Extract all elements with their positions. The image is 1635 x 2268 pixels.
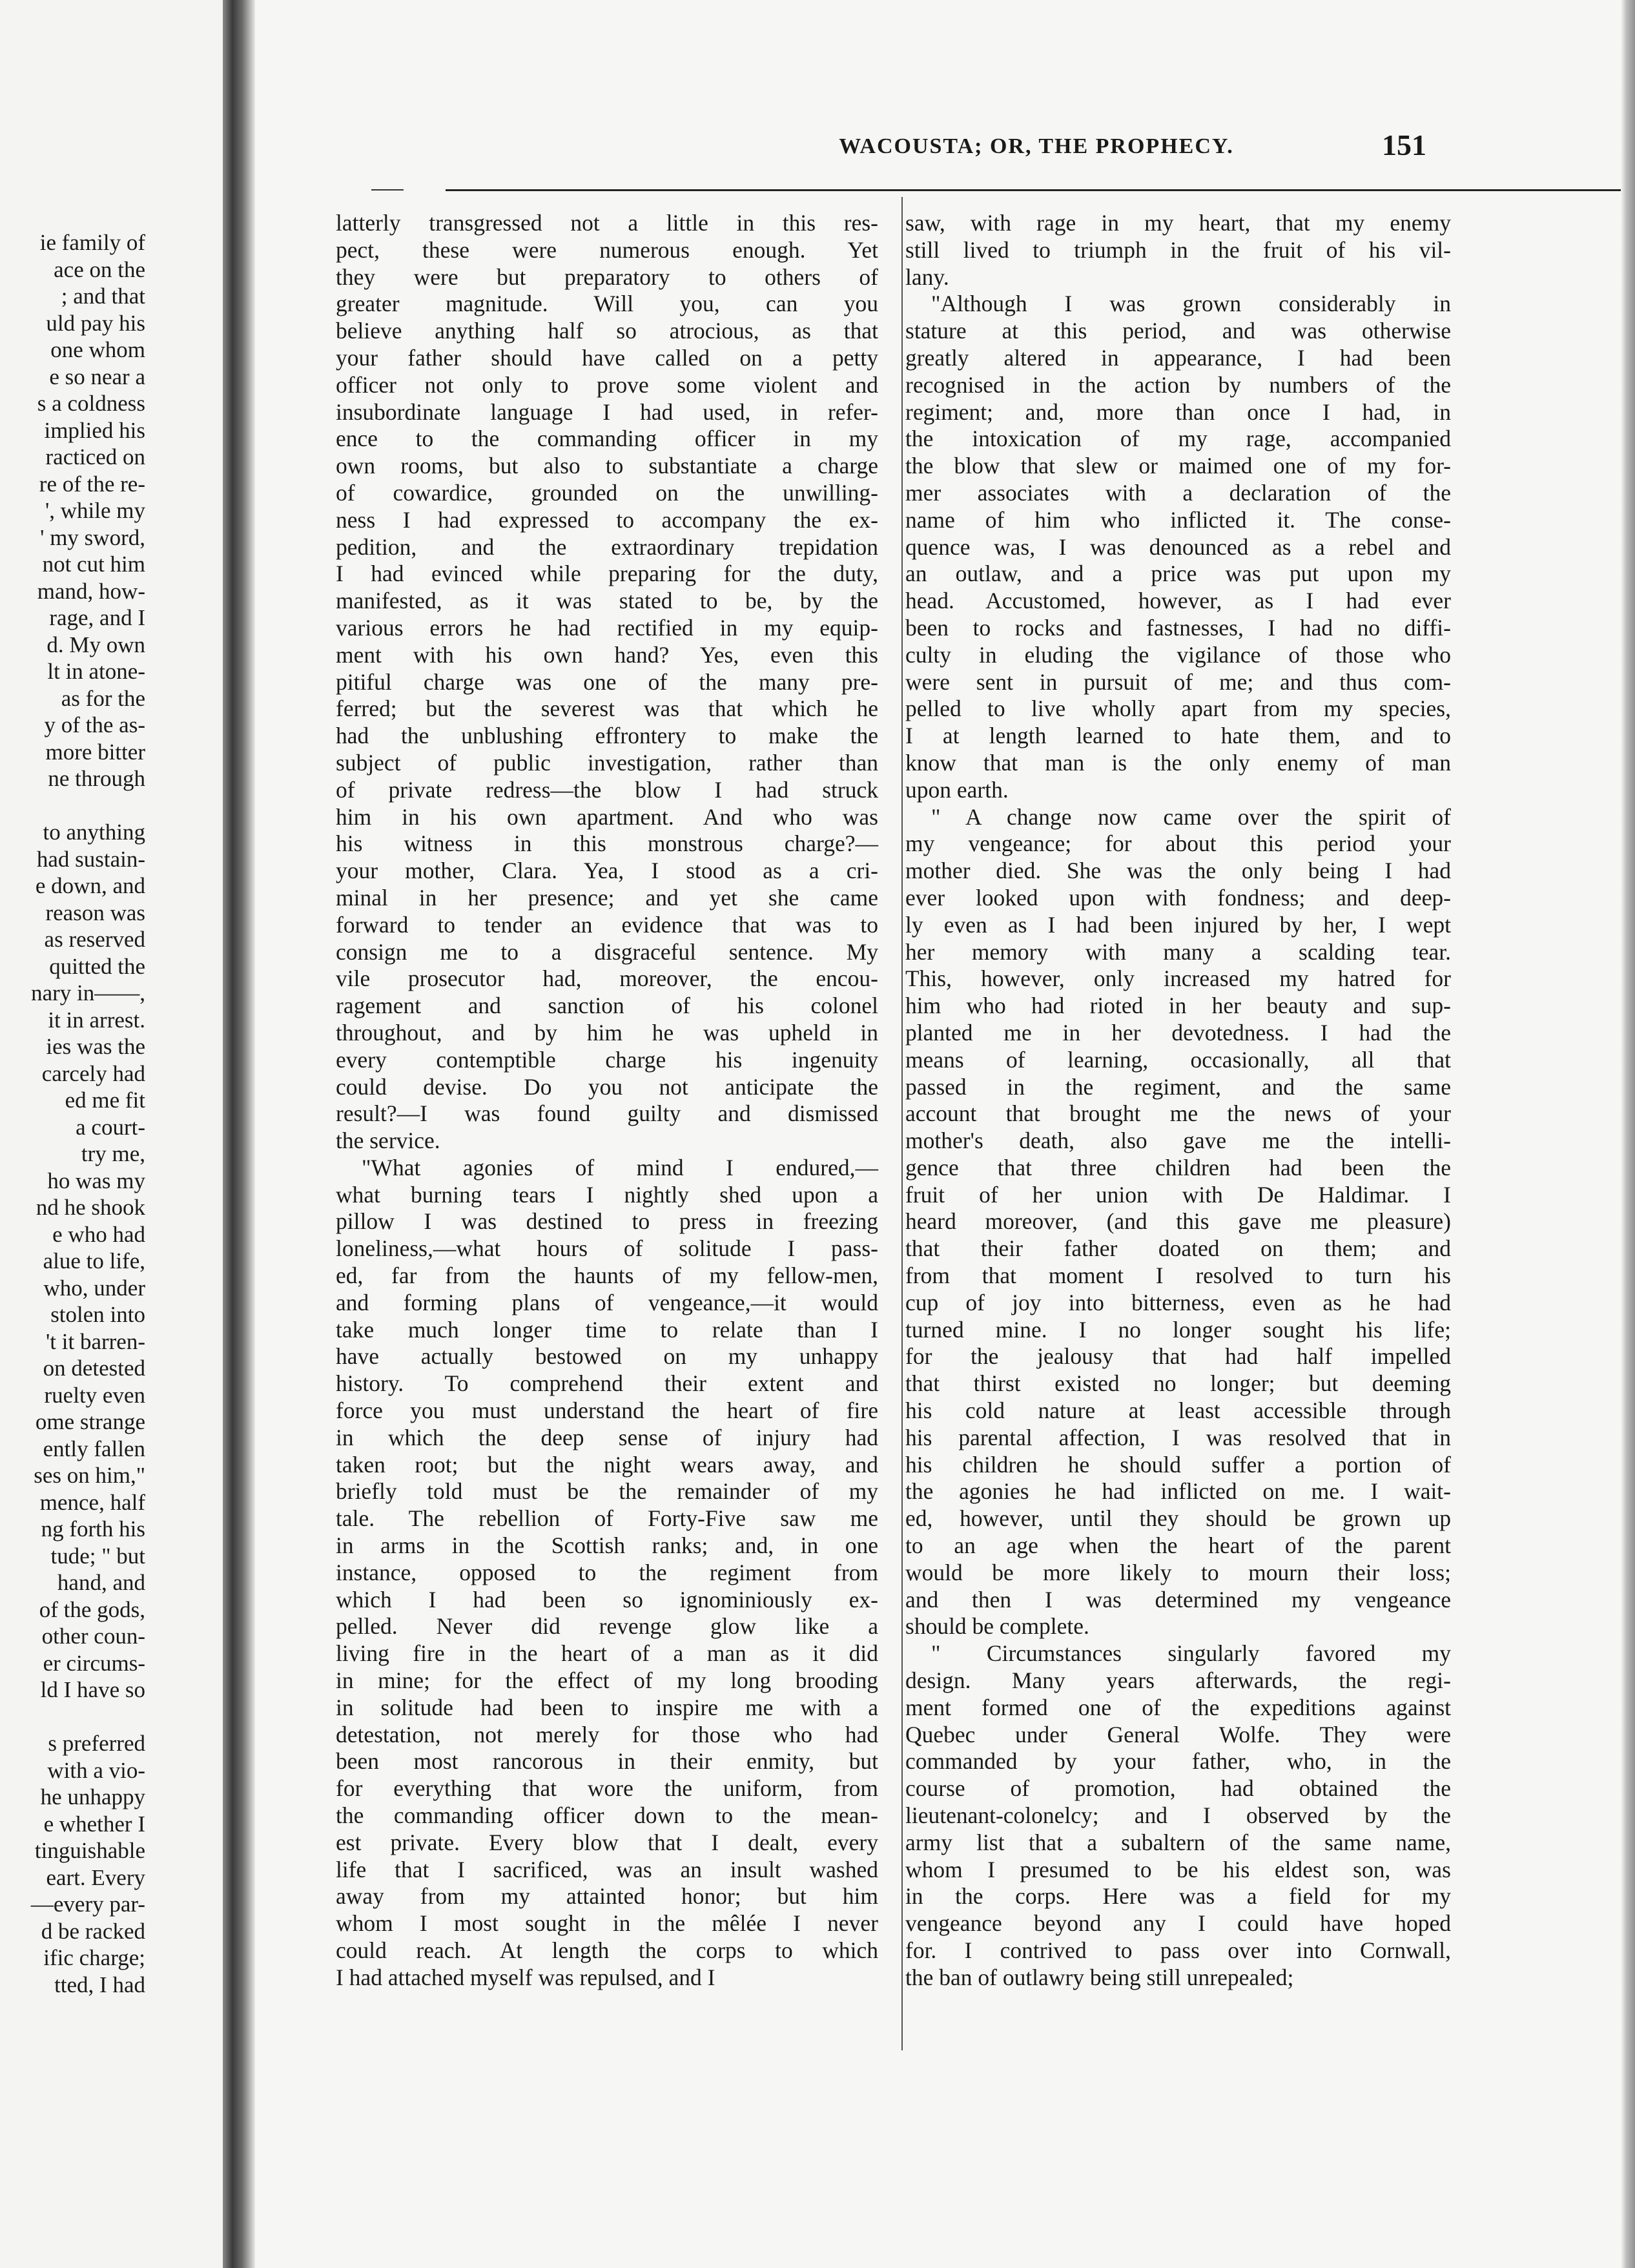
fragment-line: ; and that bbox=[61, 284, 145, 309]
fragment-line: one whom bbox=[50, 337, 145, 362]
text-line: mother's death, also gave me the intelli- bbox=[905, 1128, 1451, 1154]
fragment-line: tinguishable bbox=[34, 1838, 145, 1863]
fragment-line: carcely had bbox=[41, 1060, 145, 1086]
fragment-line: implied his bbox=[44, 417, 145, 443]
text-line: commanded by your father, who, in the bbox=[905, 1748, 1451, 1775]
text-line: " A change now came over the spirit of bbox=[931, 803, 1451, 830]
text-line: loneliness,—what hours of solitude I pass- bbox=[336, 1235, 878, 1262]
fragment-line: ses on him," bbox=[34, 1463, 145, 1488]
facing-page-text-fragments bbox=[0, 229, 145, 1998]
text-line: had the unblushing effrontery to make the bbox=[336, 723, 878, 749]
text-line: pect, these were numerous enough. Yet bbox=[336, 236, 878, 263]
text-line: his cold nature at least accessible through bbox=[905, 1397, 1451, 1424]
text-line: mer associates with a declaration of the bbox=[905, 479, 1451, 506]
text-line: your father should have called on a petty bbox=[336, 344, 878, 371]
text-line: what burning tears I nightly shed upon a bbox=[336, 1181, 878, 1208]
text-line: would be more likely to mourn their loss; bbox=[905, 1559, 1451, 1585]
text-line: course of promotion, had obtained the bbox=[905, 1775, 1451, 1802]
text-line: ragement and sanction of his colonel bbox=[336, 993, 878, 1019]
fragment-line: with a vio- bbox=[47, 1757, 145, 1783]
text-line: manifested, as it was stated to be, by the bbox=[336, 588, 878, 614]
text-line: This, however, only increased my hatred for bbox=[905, 965, 1451, 992]
text-line: been to rocks and fastnesses, I had no diffi- bbox=[905, 614, 1451, 641]
fragment-line: reason was bbox=[45, 900, 145, 925]
text-line: planted me in her devotedness. I had the bbox=[905, 1019, 1451, 1046]
text-line: pedition, and the extraordinary trepidation bbox=[336, 533, 878, 560]
text-line: my vengeance; for about this period your bbox=[905, 830, 1451, 857]
text-line: "Although I was grown considerably in bbox=[931, 291, 1451, 317]
text-line: were sent in pursuit of me; and thus com- bbox=[905, 668, 1451, 695]
text-column-1 bbox=[336, 210, 878, 1992]
text-line: detestation, not merely for those who had bbox=[336, 1721, 878, 1747]
text-line: " Circumstances singularly favored my bbox=[931, 1640, 1451, 1667]
text-line: heard moreover, (and this gave me pleasure) bbox=[905, 1208, 1451, 1235]
fragment-line: re of the re- bbox=[39, 471, 145, 497]
fragment-line: racticed on bbox=[45, 444, 145, 469]
text-line: of private redress—the blow I had struck bbox=[336, 776, 878, 803]
fragment-line: e whether I bbox=[43, 1811, 145, 1837]
text-line: taken root; but the night wears away, and bbox=[336, 1451, 878, 1478]
text-line: latterly transgressed not a little in this res- bbox=[336, 210, 878, 236]
text-line: believe anything half so atrocious, as that bbox=[336, 318, 878, 344]
text-line: gence that three children had been the bbox=[905, 1154, 1451, 1180]
fragment-line: ne through bbox=[48, 766, 145, 791]
fragment-line: d be racked bbox=[41, 1918, 145, 1944]
column-divider bbox=[901, 197, 903, 2050]
text-line: greater magnitude. Will you, can you bbox=[336, 291, 878, 317]
text-line: recognised in the action by numbers of the bbox=[905, 371, 1451, 398]
text-line: that thirst existed no longer; but deeming bbox=[905, 1370, 1451, 1397]
fragment-line: ', while my bbox=[45, 498, 145, 523]
text-line: know that man is the only enemy of man bbox=[905, 749, 1451, 776]
text-line: throughout, and by him he was upheld in bbox=[336, 1019, 878, 1046]
fragment-line: more bitter bbox=[45, 739, 145, 765]
fragment-line: ies was the bbox=[46, 1034, 145, 1059]
text-line: living fire in the heart of a man as it did bbox=[336, 1640, 878, 1667]
text-line: account that brought me the news of your bbox=[905, 1100, 1451, 1127]
fragment-line: e so near a bbox=[49, 364, 145, 389]
text-line: vengeance beyond any I could have hoped bbox=[905, 1910, 1451, 1937]
text-line: life that I sacrificed, was an insult washed bbox=[336, 1856, 878, 1882]
text-line: could devise. Do you not anticipate the bbox=[336, 1073, 878, 1100]
text-line: been most rancorous in their enmity, but bbox=[336, 1748, 878, 1775]
text-line: force you must understand the heart of fire bbox=[336, 1397, 878, 1424]
text-line: in which the deep sense of injury had bbox=[336, 1424, 878, 1450]
text-line: your mother, Clara. Yea, I stood as a cri- bbox=[336, 858, 878, 884]
text-line: ly even as I had been injured by her, I wept bbox=[905, 911, 1451, 938]
text-line: for everything that wore the uniform, from bbox=[336, 1775, 878, 1802]
text-line: have actually bestowed on my unhappy bbox=[336, 1343, 878, 1370]
fragment-line: of the gods, bbox=[39, 1596, 145, 1622]
fragment-line: ed me fit bbox=[65, 1088, 145, 1113]
fragment-line: s a coldness bbox=[37, 391, 145, 416]
fragment-line: uld pay his bbox=[46, 310, 145, 336]
text-line: ed, far from the haunts of my fellow-men, bbox=[336, 1263, 878, 1289]
text-line: the commanding officer down to the mean- bbox=[336, 1802, 878, 1829]
text-line: which I had been so ignominiously ex- bbox=[336, 1586, 878, 1613]
text-line: I had attached myself was repulsed, and I bbox=[336, 1964, 715, 1990]
text-line: instance, opposed to the regiment from bbox=[336, 1559, 878, 1585]
fragment-line: ho was my bbox=[47, 1168, 145, 1193]
fragment-line: ng forth his bbox=[41, 1516, 145, 1541]
text-line: mother died. She was the only being I had bbox=[905, 858, 1451, 884]
text-line: pelled. Never did revenge glow like a bbox=[336, 1613, 878, 1640]
fragment-line: to anything bbox=[43, 820, 145, 845]
text-line: "What agonies of mind I endured,— bbox=[362, 1154, 878, 1180]
fragment-line: other coun- bbox=[41, 1624, 145, 1649]
text-line: that their father doated on them; and bbox=[905, 1235, 1451, 1262]
text-line: turned mine. I no longer sought his life; bbox=[905, 1316, 1451, 1343]
text-line: culty in eluding the vigilance of those who bbox=[905, 641, 1451, 668]
running-title: WACOUSTA; OR, THE PROPHECY. bbox=[839, 134, 1234, 158]
text-line: means of learning, occasionally, all that bbox=[905, 1046, 1451, 1073]
text-line: his children he should suffer a portion of bbox=[905, 1451, 1451, 1478]
page-edge bbox=[1621, 0, 1635, 2268]
fragment-line: mand, how- bbox=[37, 578, 145, 604]
fragment-line: alue to life, bbox=[43, 1248, 145, 1273]
fragment-line: rage, and I bbox=[49, 605, 145, 630]
text-line: ence to the commanding officer in my bbox=[336, 426, 878, 452]
fragment-line: ently fallen bbox=[43, 1436, 145, 1461]
text-line: briefly told must be the remainder of my bbox=[336, 1478, 878, 1505]
text-line: saw, with rage in my heart, that my enemy bbox=[905, 210, 1451, 236]
text-line: of cowardice, grounded on the unwilling- bbox=[336, 479, 878, 506]
fragment-line: —every par- bbox=[30, 1892, 145, 1917]
text-line: the blow that slew or maimed one of my for- bbox=[905, 453, 1451, 479]
text-line: tale. The rebellion of Forty-Five saw me bbox=[336, 1505, 878, 1532]
text-line: in arms in the Scottish ranks; and, in one bbox=[336, 1532, 878, 1559]
fragment-line: d. My own bbox=[46, 632, 145, 657]
text-line: est private. Every blow that I dealt, every bbox=[336, 1829, 878, 1855]
text-line: consign me to a disgraceful sentence. My bbox=[336, 938, 878, 965]
fragment-line: not cut him bbox=[42, 552, 145, 577]
fragment-line: ific charge; bbox=[43, 1945, 145, 1970]
text-line: design. Many years afterwards, the regi- bbox=[905, 1667, 1451, 1694]
fragment-line: e down, and bbox=[35, 873, 145, 898]
text-line: history. To comprehend their extent and bbox=[336, 1370, 878, 1397]
text-line: and forming plans of vengeance,—it would bbox=[336, 1289, 878, 1315]
text-line: ferred; but the severest was that which he bbox=[336, 696, 878, 722]
text-line: in solitude had been to inspire me with a bbox=[336, 1694, 878, 1720]
text-line: to an age when the heart of the parent bbox=[905, 1532, 1451, 1559]
text-line: still lived to triumph in the fruit of his vil- bbox=[905, 236, 1451, 263]
fragment-line: had sustain- bbox=[36, 846, 145, 872]
fragment-line: eart. Every bbox=[46, 1864, 145, 1890]
text-line: the intoxication of my rage, accompanied bbox=[905, 426, 1451, 452]
fragment-line: stolen into bbox=[50, 1302, 145, 1327]
fragment-line: tted, I had bbox=[54, 1972, 145, 1997]
text-line: cup of joy into bitterness, even as he had bbox=[905, 1289, 1451, 1315]
text-line: ness I had expressed to accompany the ex- bbox=[336, 506, 878, 533]
page bbox=[255, 0, 1635, 2268]
text-line: away from my attainted honor; but him bbox=[336, 1883, 878, 1910]
text-line: could reach. At length the corps to which bbox=[336, 1937, 878, 1963]
text-line: minal in her presence; and yet she came bbox=[336, 884, 878, 911]
fragment-line: ace on the bbox=[54, 256, 145, 282]
text-line: take much longer time to relate than I bbox=[336, 1316, 878, 1343]
fragment-line bbox=[0, 792, 145, 820]
text-line: forward to tender an evidence that was to bbox=[336, 911, 878, 938]
text-line: regiment; and, more than once I had, in bbox=[905, 398, 1451, 425]
fragment-line: s preferred bbox=[48, 1731, 145, 1756]
text-line: in the corps. Here was a field for my bbox=[905, 1883, 1451, 1910]
text-line: quence was, I was denounced as a rebel and bbox=[905, 533, 1451, 560]
text-line: whom I most sought in the mêlée I never bbox=[336, 1910, 878, 1937]
fragment-line: tude; " but bbox=[50, 1543, 145, 1569]
text-line: subject of public investigation, rather than bbox=[336, 749, 878, 776]
text-line: fruit of her union with De Haldimar. I bbox=[905, 1181, 1451, 1208]
text-line: ed, however, until they should be grown up bbox=[905, 1505, 1451, 1532]
text-line: him in his own apartment. And who was bbox=[336, 803, 878, 830]
text-line: ment formed one of the expeditions against bbox=[905, 1694, 1451, 1720]
header-rule bbox=[446, 189, 1635, 191]
text-line: result?—I was found guilty and dismissed bbox=[336, 1100, 878, 1127]
text-line: I at length learned to hate them, and to bbox=[905, 723, 1451, 749]
text-line: and then I was determined my vengeance bbox=[905, 1586, 1451, 1613]
text-line: an outlaw, and a price was put upon my bbox=[905, 561, 1451, 587]
text-line: insubordinate language I had used, in refer- bbox=[336, 398, 878, 425]
fragment-line: quitted the bbox=[49, 953, 145, 979]
fragment-line: who, under bbox=[43, 1275, 145, 1301]
text-line: the agonies he had inflicted on me. I wait- bbox=[905, 1478, 1451, 1505]
text-line: own rooms, but also to substantiate a charge bbox=[336, 453, 878, 479]
text-line: the ban of outlawry being still unrepealed; bbox=[905, 1964, 1294, 1990]
text-line: whom I presumed to be his eldest son, was bbox=[905, 1856, 1451, 1882]
text-line: Quebec under General Wolfe. They were bbox=[905, 1721, 1451, 1747]
text-line: passed in the regiment, and the same bbox=[905, 1073, 1451, 1100]
text-line: upon earth. bbox=[905, 776, 1009, 803]
text-line: for. I contrived to pass over into Cornwall, bbox=[905, 1937, 1451, 1963]
text-line: lieutenant-colonelcy; and I observed by the bbox=[905, 1802, 1451, 1829]
page-header bbox=[255, 128, 1635, 167]
fragment-line: it in arrest. bbox=[48, 1007, 145, 1033]
text-line: various errors he had rectified in my equip- bbox=[336, 614, 878, 641]
text-line: vile prosecutor had, moreover, the encou- bbox=[336, 965, 878, 992]
fragment-line: ld I have so bbox=[40, 1677, 145, 1702]
fragment-line: er circums- bbox=[43, 1650, 145, 1676]
text-line: lany. bbox=[905, 263, 949, 290]
fragment-line: ome strange bbox=[35, 1409, 145, 1434]
text-line: I had evinced while preparing for the duty, bbox=[336, 561, 878, 587]
text-line: pitiful charge was one of the many pre- bbox=[336, 668, 878, 695]
fragment-line: hand, and bbox=[57, 1570, 145, 1595]
fragment-line: mence, half bbox=[39, 1489, 145, 1515]
text-line: stature at this period, and was otherwise bbox=[905, 318, 1451, 344]
text-line: ever looked upon with fondness; and deep- bbox=[905, 884, 1451, 911]
text-line: they were but preparatory to others of bbox=[336, 263, 878, 290]
text-line: head. Accustomed, however, as I had ever bbox=[905, 588, 1451, 614]
fragment-line: as for the bbox=[61, 685, 145, 711]
fragment-line: ' my sword, bbox=[40, 524, 145, 550]
fragment-line: a court- bbox=[76, 1114, 145, 1140]
text-line: army list that a subaltern of the same name, bbox=[905, 1829, 1451, 1855]
text-line: her memory with many a scalding tear. bbox=[905, 938, 1451, 965]
fragment-line: on detested bbox=[43, 1356, 145, 1381]
fragment-line: e who had bbox=[52, 1221, 145, 1247]
text-line: the service. bbox=[336, 1128, 440, 1154]
fragment-line: nary in——, bbox=[31, 980, 145, 1005]
text-line: pelled to live wholly apart from my species, bbox=[905, 696, 1451, 722]
text-line: officer not only to prove some violent and bbox=[336, 371, 878, 398]
fragment-line: try me, bbox=[81, 1141, 145, 1166]
text-column-2 bbox=[905, 210, 1451, 1992]
fragment-line bbox=[0, 1704, 145, 1731]
text-line: for the jealousy that had half impelled bbox=[905, 1343, 1451, 1370]
text-line: his witness in this monstrous charge?— bbox=[336, 830, 878, 857]
header-rule-short bbox=[371, 189, 404, 191]
fragment-line: y of the as- bbox=[44, 712, 145, 737]
book-gutter bbox=[223, 0, 255, 2268]
text-line: his parental affection, I was resolved that in bbox=[905, 1424, 1451, 1450]
text-line: should be complete. bbox=[905, 1613, 1089, 1640]
fragment-line: as reserved bbox=[44, 927, 145, 952]
page-number: 151 bbox=[1382, 129, 1426, 161]
text-line: in mine; for the effect of my long brooding bbox=[336, 1667, 878, 1694]
text-line: from that moment I resolved to turn his bbox=[905, 1263, 1451, 1289]
text-line: name of him who inflicted it. The conse- bbox=[905, 506, 1451, 533]
fragment-line: he unhappy bbox=[40, 1784, 145, 1809]
text-line: greatly altered in appearance, I had been bbox=[905, 344, 1451, 371]
text-line: every contemptible charge his ingenuity bbox=[336, 1046, 878, 1073]
fragment-line: 't it barren- bbox=[45, 1328, 145, 1354]
facing-page bbox=[0, 0, 223, 2268]
text-line: ment with his own hand? Yes, even this bbox=[336, 641, 878, 668]
fragment-line: lt in atone- bbox=[47, 659, 145, 684]
fragment-line: ie family of bbox=[39, 230, 145, 255]
text-line: him who had rioted in her beauty and sup- bbox=[905, 993, 1451, 1019]
fragment-line: ruelty even bbox=[44, 1382, 145, 1408]
fragment-line: nd he shook bbox=[36, 1195, 145, 1220]
text-line: pillow I was destined to press in freezing bbox=[336, 1208, 878, 1235]
